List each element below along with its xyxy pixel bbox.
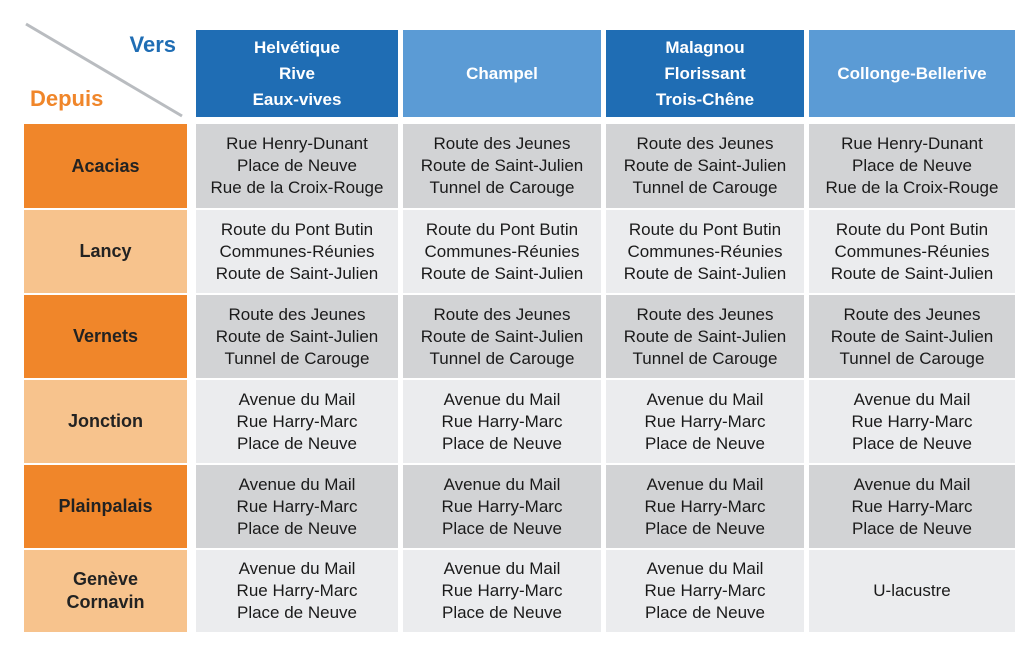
text-line: Route du Pont Butin xyxy=(220,219,374,239)
row-header xyxy=(24,210,187,293)
text-line: Avenue du Mail xyxy=(853,474,971,494)
text-line: Avenue du Mail xyxy=(238,389,356,409)
text-line: Avenue du Mail xyxy=(646,474,764,494)
text-line: Route de Saint-Julien xyxy=(420,326,584,346)
text-line: Rue Harry-Marc xyxy=(236,581,358,600)
text-line: Rue Henry-Dunant xyxy=(841,134,983,153)
text-line: Tunnel de Carouge xyxy=(632,178,778,197)
table-cell xyxy=(403,295,601,378)
text-line: Place de Neuve xyxy=(441,433,563,453)
text-line: Route du Pont Butin xyxy=(835,219,989,239)
text-line: Malagnou xyxy=(665,37,745,57)
column-header xyxy=(196,30,398,117)
text-line: Cornavin xyxy=(66,592,145,612)
table-cell xyxy=(809,124,1015,208)
text-line: Florissant xyxy=(664,63,746,83)
text-line: Rue Harry-Marc xyxy=(236,496,358,516)
text-line: Rue de la Croix-Rouge xyxy=(825,178,999,197)
text-line: Rue Henry-Dunant xyxy=(226,134,368,153)
table-cell xyxy=(809,210,1015,293)
text-line: Place de Neuve xyxy=(644,518,766,538)
table-corner xyxy=(22,20,188,120)
text-line: Rue Harry-Marc xyxy=(644,411,766,431)
table-cell xyxy=(606,210,804,293)
row-header xyxy=(24,124,187,208)
table-cell xyxy=(809,465,1015,548)
text-line: Route de Saint-Julien xyxy=(623,326,787,346)
table-cell xyxy=(606,380,804,463)
text-line: Trois-Chêne xyxy=(655,89,755,109)
text-line: Jonction xyxy=(68,411,143,431)
text-line: Tunnel de Carouge xyxy=(429,348,575,368)
text-line: Rue Harry-Marc xyxy=(851,496,973,516)
table-cell xyxy=(403,210,601,293)
text-line: Route du Pont Butin xyxy=(628,219,782,239)
text-line: Rue Harry-Marc xyxy=(236,411,358,431)
row-header xyxy=(24,295,187,378)
text-line: Route de Saint-Julien xyxy=(215,263,379,283)
text-line: Tunnel de Carouge xyxy=(224,348,370,368)
text-line: Tunnel de Carouge xyxy=(632,348,778,368)
text-line: Avenue du Mail xyxy=(443,389,561,409)
text-line: Vernets xyxy=(72,326,139,346)
text-line: Communes-Réunies xyxy=(627,241,783,261)
text-line: Rive xyxy=(279,63,315,83)
text-line: Route de Saint-Julien xyxy=(623,156,787,175)
text-line: Route des Jeunes xyxy=(636,134,774,153)
table-cell xyxy=(196,210,398,293)
text-line: Place de Neuve xyxy=(851,156,973,175)
text-line: Place de Neuve xyxy=(851,433,973,453)
text-line: Rue Harry-Marc xyxy=(441,411,563,431)
text-line: Route de Saint-Julien xyxy=(830,326,994,346)
text-line: Place de Neuve xyxy=(441,518,563,538)
text-line: Route des Jeunes xyxy=(433,304,571,324)
text-line: Route de Saint-Julien xyxy=(215,326,379,346)
text-line: Avenue du Mail xyxy=(443,474,561,494)
column-header xyxy=(403,30,601,117)
text-line: Communes-Réunies xyxy=(834,241,990,261)
text-line: Rue Harry-Marc xyxy=(441,496,563,516)
text-line: Route de Saint-Julien xyxy=(830,263,994,283)
text-line: Rue de la Croix-Rouge xyxy=(210,178,384,197)
text-line: Champel xyxy=(466,63,538,83)
text-line: Communes-Réunies xyxy=(424,241,580,261)
column-header xyxy=(606,30,804,117)
text-line: Avenue du Mail xyxy=(646,559,764,578)
row-header xyxy=(24,550,187,632)
text-line: Tunnel de Carouge xyxy=(429,178,575,197)
text-line: Place de Neuve xyxy=(236,156,358,175)
text-line: Avenue du Mail xyxy=(853,389,971,409)
table-cell xyxy=(606,550,804,632)
table-cell xyxy=(196,465,398,548)
text-line: Route des Jeunes xyxy=(228,304,366,324)
row-header xyxy=(24,465,187,548)
text-line: Place de Neuve xyxy=(851,518,973,538)
column-header xyxy=(809,30,1015,117)
text-line: Route des Jeunes xyxy=(433,134,571,153)
text-line: Collonge-Bellerive xyxy=(837,63,987,83)
to-label: Vers xyxy=(129,32,176,57)
text-line: Rue Harry-Marc xyxy=(851,411,973,431)
table-cell xyxy=(196,295,398,378)
text-line: Tunnel de Carouge xyxy=(839,348,985,368)
text-line: Lancy xyxy=(79,241,132,261)
text-line: Place de Neuve xyxy=(236,433,358,453)
table-cell xyxy=(606,124,804,208)
text-line: Route des Jeunes xyxy=(636,304,774,324)
text-line: Route de Saint-Julien xyxy=(420,263,584,283)
text-line: Rue Harry-Marc xyxy=(644,581,766,600)
text-line: Place de Neuve xyxy=(644,433,766,453)
table-cell xyxy=(403,124,601,208)
row-header xyxy=(24,380,187,463)
text-line: Genève xyxy=(72,569,139,589)
text-line: Helvétique xyxy=(254,37,340,57)
text-line: Route du Pont Butin xyxy=(425,219,579,239)
text-line: Plainpalais xyxy=(58,496,153,516)
table-cell xyxy=(403,465,601,548)
text-line: Avenue du Mail xyxy=(238,559,356,578)
table-cell xyxy=(196,550,398,632)
text-line: U-lacustre xyxy=(873,581,951,600)
text-line: Avenue du Mail xyxy=(238,474,356,494)
text-line: Avenue du Mail xyxy=(646,389,764,409)
table-cell xyxy=(809,550,1015,632)
from-label: Depuis xyxy=(30,86,104,111)
table-cell xyxy=(809,295,1015,378)
text-line: Rue Harry-Marc xyxy=(441,581,563,600)
text-line: Communes-Réunies xyxy=(219,241,375,261)
table-cell xyxy=(606,295,804,378)
text-line: Eaux-vives xyxy=(252,89,342,109)
text-line: Acacias xyxy=(71,155,140,176)
table-cell xyxy=(809,380,1015,463)
table-cell xyxy=(606,465,804,548)
text-line: Place de Neuve xyxy=(236,518,358,538)
text-line: Place de Neuve xyxy=(236,603,358,622)
text-line: Route de Saint-Julien xyxy=(623,263,787,283)
table-cell xyxy=(196,124,398,208)
text-line: Route de Saint-Julien xyxy=(420,156,584,175)
table-cell xyxy=(403,380,601,463)
text-line: Route des Jeunes xyxy=(843,304,981,324)
text-line: Place de Neuve xyxy=(644,603,766,622)
text-line: Place de Neuve xyxy=(441,603,563,622)
text-line: Avenue du Mail xyxy=(443,559,561,578)
text-line: Rue Harry-Marc xyxy=(644,496,766,516)
table-cell xyxy=(403,550,601,632)
table-cell xyxy=(196,380,398,463)
